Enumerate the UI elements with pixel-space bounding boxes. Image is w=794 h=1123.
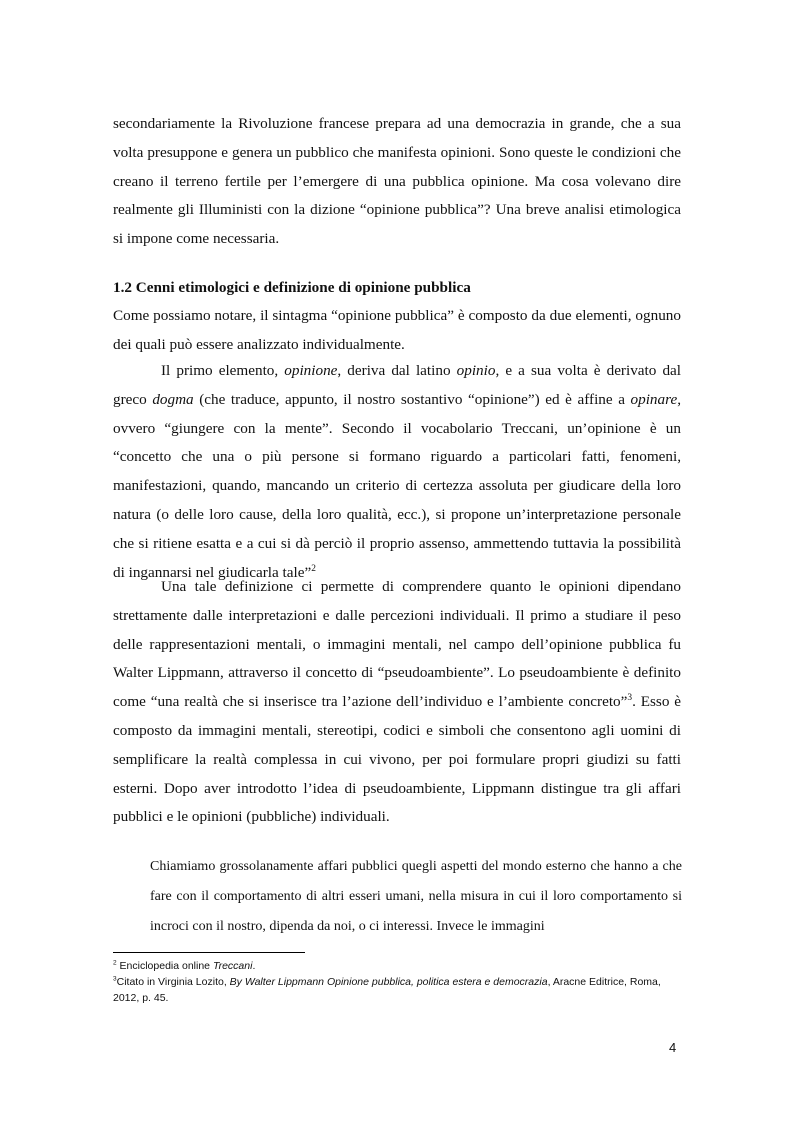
term-opinare: opinare xyxy=(630,390,678,408)
paragraph-4: Una tale definizione ci permette di comprendere quanto le opinioni dipendano strettamente dalle interpretazioni e dalle percezioni individuali. Il primo a studiare il peso delle rappresentazioni mentali, o immagini mentali, nel campo dell’opinione pubblica fu Walter Lippmann, attraverso il concetto di “pseudoambiente”. Lo pseudoambiente è definito come “una realtà che si inserisce tra l’azione dell’individuo e l’ambiente concreto”$^3$. Esso è composto da immagini mentali, stereotipi, codici e simboli che consentono agli uomini di semplificare la realtà complessa in cui vivono, per poi formulare propri giudizi su fatti esterni. Dopo aver introdotto l’idea di pseudoambiente, Lippmann distingue tra gli affari pubblici e le opinioni (pubbliche) individuali. xyxy=(113,578,681,826)
footnote-ref-3: 3 xyxy=(627,693,633,704)
paragraph-2: Come possiamo notare, il sintagma “opinione pubblica” è composto da due elementi, ognuno dei quali può essere analizzato individualmente. xyxy=(113,307,681,353)
footnote-3: $^3$Citato in Virginia Lozito, By Walter Lippmann Opinione pubblica, politica estera e democrazia, Aracne Editrice, Roma, 2012, p. 45. xyxy=(113,975,661,1004)
paragraph-1: secondariamente la Rivoluzione francese prepara ad una democrazia in grande, che a sua volta presuppone e genera un pubblico che manifesta opinioni. Sono queste le condizioni che creano il terreno fertile per l’emergere di una pubblica opinione. Ma cosa volevano dire realmente gli Illuministi con la dizione “opinione pubblica”? Una breve analisi etimologica si impone come necessaria. xyxy=(113,115,681,248)
term-opinione: opinione xyxy=(284,362,338,379)
section-heading: 1.2 Cenni etimologici e definizione di opinione pubblica xyxy=(113,279,471,296)
paragraph-3: Il primo elemento, opinione, deriva dal latino opinio, e a sua volta è derivato dal greco dogma (che traduce, appunto, il nostro sostantivo “opinione”) ed è affine a opinare, ovvero “giungere con la mente”. Secondo il vocabolario Treccani, un’opinione è un “concetto che una o più persone si formano riguardo a particolari fatti, fenomeni, manifestazioni, quando, mancando un criterio di certezza assoluta per giudicare della loro natura (o delle loro cause, della loro qualità, ecc.), si propone un’interpretazione personale che si ritiene esatta e a cui si dà perciò il proprio assenso, ammettendo tuttavia la possibilità di ingannarsi nel giudicarla tale”$^2$ xyxy=(113,362,681,581)
footnote-separator xyxy=(113,952,305,953)
footnotes xyxy=(113,958,683,1006)
block-quote: Chiamiamo grossolanamente affari pubblici quegli aspetti del mondo esterno che hanno a che fare con il comportamento di altri esseri umani, nella misura in cui il loro comportamento si incroci con il nostro, dipenda da noi, o ci interessi. Invece le immagini xyxy=(150,859,682,934)
term-dogma: dogma xyxy=(152,390,194,408)
page-number: 4 xyxy=(669,1040,677,1055)
footnote-ref-2: 2 xyxy=(311,563,316,574)
term-opinio: opinio xyxy=(456,362,496,379)
footnote-2: $^2$ Enciclopedia online Treccani. xyxy=(113,959,256,972)
